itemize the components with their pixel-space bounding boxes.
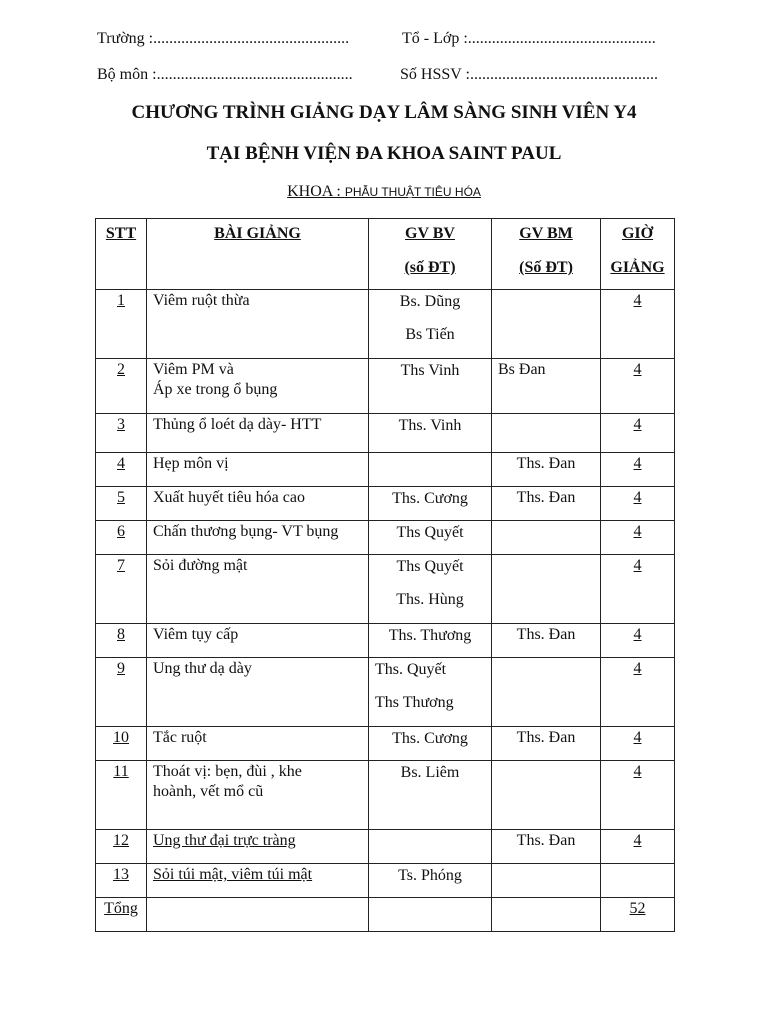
- row-gio-giang: 4: [601, 624, 675, 658]
- khoa-value: PHẪU THUẬT TIÊU HÓA: [344, 185, 481, 199]
- col-header-gio-giang: GIỜ GIẢNG: [601, 219, 675, 290]
- row-stt: 13: [96, 864, 147, 898]
- row-gio-giang: 4: [601, 521, 675, 555]
- row-bai-giang: Sỏi đường mật: [147, 555, 369, 624]
- table-row: [96, 555, 675, 624]
- table-row: [96, 864, 675, 898]
- col-header-gv-bm: GV BM (Số ĐT): [492, 219, 601, 290]
- row-gv-bv: Ths Quyết: [369, 521, 492, 555]
- row-gv-bm: Ths. Đan: [492, 487, 601, 521]
- row-gv-bm: [492, 414, 601, 453]
- table-row: [96, 290, 675, 359]
- khoa-line: [0, 183, 768, 201]
- row-gv-bv: Ths. Vinh: [369, 414, 492, 453]
- row-gv-bv: Bs. Liêm: [369, 761, 492, 830]
- row-gv-bm: [492, 761, 601, 830]
- table-row: [96, 658, 675, 727]
- total-row: [96, 898, 675, 932]
- so-hssv-field: Số HSSV :...............................................: [400, 66, 658, 83]
- row-gv-bm: Ths. Đan: [492, 453, 601, 487]
- row-gv-bv: Ths Vinh: [369, 359, 492, 414]
- row-gio-giang: 4: [601, 727, 675, 761]
- schedule-table: [95, 218, 675, 932]
- table-row: [96, 414, 675, 453]
- row-gio-giang: 4: [601, 290, 675, 359]
- truong-field: Trường :.................................................: [97, 30, 350, 47]
- row-gio-giang: 4: [601, 487, 675, 521]
- row-stt: 12: [96, 830, 147, 864]
- row-gio-giang: 4: [601, 555, 675, 624]
- total-empty-cell: [369, 898, 492, 932]
- row-gv-bv: Ths. Cương: [369, 487, 492, 521]
- total-empty-cell: [147, 898, 369, 932]
- row-gv-bm: Bs Đan: [492, 359, 601, 414]
- row-bai-giang: Viêm ruột thừa: [147, 290, 369, 359]
- row-stt: 1: [96, 290, 147, 359]
- row-gv-bv: Ths Quyết Ths. Hùng: [369, 555, 492, 624]
- row-bai-giang: Chấn thương bụng- VT bụng: [147, 521, 369, 555]
- row-stt: 8: [96, 624, 147, 658]
- col-header-bai-giang: BÀI GIẢNG: [147, 219, 369, 290]
- row-gv-bv: Ths. Thương: [369, 624, 492, 658]
- row-gio-giang: [601, 864, 675, 898]
- row-bai-giang: Xuất huyết tiêu hóa cao: [147, 487, 369, 521]
- row-gv-bm: [492, 290, 601, 359]
- row-bai-giang: Tắc ruột: [147, 727, 369, 761]
- row-gv-bm: Ths. Đan: [492, 830, 601, 864]
- row-gio-giang: 4: [601, 658, 675, 727]
- row-stt: 7: [96, 555, 147, 624]
- row-stt: 4: [96, 453, 147, 487]
- row-stt: 9: [96, 658, 147, 727]
- row-stt: 3: [96, 414, 147, 453]
- row-stt: 11: [96, 761, 147, 830]
- document-subtitle: TẠI BỆNH VIỆN ĐA KHOA SAINT PAUL: [206, 143, 562, 164]
- table-row: [96, 761, 675, 830]
- table-header-row: [96, 219, 675, 290]
- row-gv-bv: Ths. Quyết Ths Thương: [369, 658, 492, 727]
- row-gv-bm: Ths. Đan: [492, 727, 601, 761]
- row-bai-giang: Ung thư dạ dày: [147, 658, 369, 727]
- table-row: [96, 359, 675, 414]
- row-stt: 2: [96, 359, 147, 414]
- row-gv-bm: [492, 864, 601, 898]
- row-stt: 6: [96, 521, 147, 555]
- row-bai-giang: Hẹp môn vị: [147, 453, 369, 487]
- row-bai-giang: Viêm tụy cấp: [147, 624, 369, 658]
- row-gio-giang: 4: [601, 830, 675, 864]
- col-header-stt: STT: [96, 219, 147, 290]
- row-gv-bm: [492, 555, 601, 624]
- row-bai-giang: Thoát vị: bẹn, đùi , khe hoành, vết mổ cũ: [147, 761, 369, 830]
- row-gv-bv: Ts. Phóng: [369, 864, 492, 898]
- row-gio-giang: 4: [601, 761, 675, 830]
- row-gv-bm: [492, 521, 601, 555]
- bo-mon-field: Bộ môn :.................................................: [97, 66, 353, 83]
- total-empty-cell: [492, 898, 601, 932]
- total-value: 52: [601, 898, 675, 932]
- row-bai-giang: Sỏi túi mật, viêm túi mật: [147, 864, 369, 898]
- col-header-gv-bv: GV BV (số ĐT): [369, 219, 492, 290]
- row-gv-bm: Ths. Đan: [492, 624, 601, 658]
- row-gv-bm: [492, 658, 601, 727]
- row-gio-giang: 4: [601, 453, 675, 487]
- to-lop-field: Tổ - Lớp :...............................................: [402, 30, 656, 47]
- total-label: Tổng: [96, 898, 147, 932]
- row-gio-giang: 4: [601, 359, 675, 414]
- row-gv-bv: Ths. Cương: [369, 727, 492, 761]
- row-gv-bv: Bs. Dũng Bs Tiến: [369, 290, 492, 359]
- khoa-label: KHOA :: [287, 183, 345, 200]
- row-bai-giang: Viêm PM và Áp xe trong ổ bụng: [147, 359, 369, 414]
- row-bai-giang: Ung thư đại trực tràng: [147, 830, 369, 864]
- document-title: CHƯƠNG TRÌNH GIẢNG DẠY LÂM SÀNG SINH VIÊN Y4: [131, 102, 637, 123]
- row-stt: 10: [96, 727, 147, 761]
- row-bai-giang: Thủng ổ loét dạ dày- HTT: [147, 414, 369, 453]
- row-stt: 5: [96, 487, 147, 521]
- row-gio-giang: 4: [601, 414, 675, 453]
